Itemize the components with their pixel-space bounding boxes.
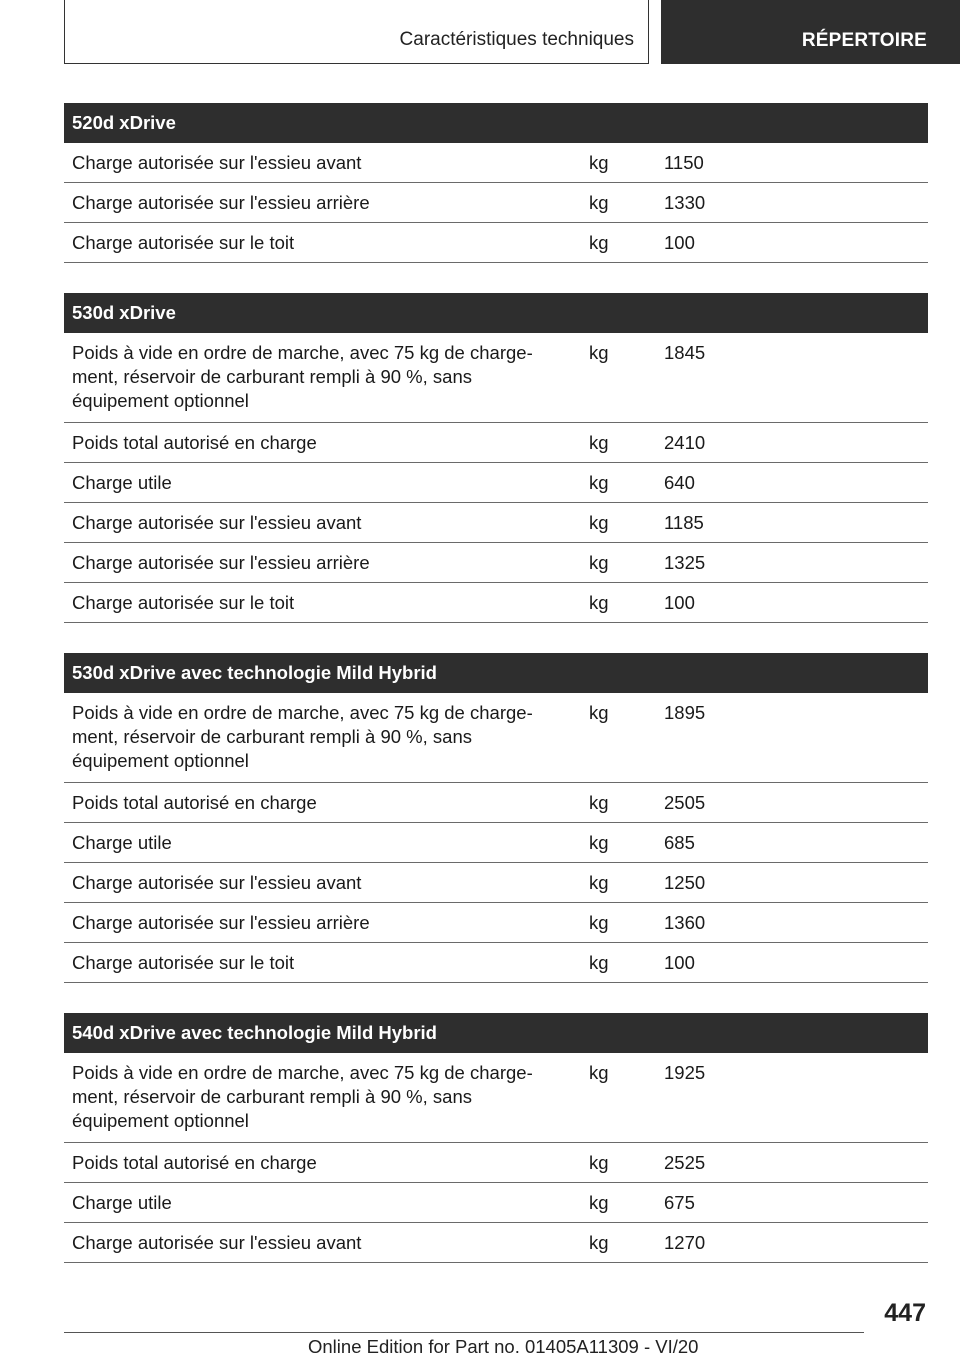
table-row xyxy=(64,693,928,783)
row-value: 1150 xyxy=(664,152,704,173)
header-section-title: Caractéristiques techniques xyxy=(399,29,634,50)
row-label: Poids à vide en ordre de marche, avec 75 kg de chargement, réservoir de carburant rempli à 90 %, sans équipement optionnel xyxy=(72,342,533,411)
row-unit: kg xyxy=(589,472,609,493)
row-unit: kg xyxy=(589,152,609,173)
row-label: Charge autorisée sur le toit xyxy=(72,952,295,973)
row-label: Charge autorisée sur l'essieu arrière xyxy=(72,192,370,213)
spec-section xyxy=(64,293,928,623)
row-unit: kg xyxy=(589,232,609,253)
row-value: 640 xyxy=(664,472,695,493)
row-unit: kg xyxy=(589,1152,609,1173)
row-label: Charge utile xyxy=(72,832,172,853)
row-value: 2410 xyxy=(664,432,706,453)
spec-section xyxy=(64,1013,928,1263)
table-row xyxy=(64,783,928,823)
row-label: Charge autorisée sur l'essieu avant xyxy=(72,1232,362,1253)
row-unit: kg xyxy=(589,952,609,973)
row-unit: kg xyxy=(589,832,609,853)
row-label: Poids à vide en ordre de marche, avec 75 kg de chargement, réservoir de carburant rempli à 90 %, sans équipement optionnel xyxy=(72,702,533,771)
row-label: Charge autorisée sur le toit xyxy=(72,232,295,253)
row-label: Charge autorisée sur l'essieu avant xyxy=(72,152,362,173)
section-heading: 520d xDrive xyxy=(64,103,928,143)
section-heading: 540d xDrive avec technologie Mild Hybrid xyxy=(64,1013,928,1053)
table-row xyxy=(64,143,928,183)
table-row xyxy=(64,333,928,423)
row-unit: kg xyxy=(589,872,609,893)
row-unit: kg xyxy=(589,192,609,213)
table-row xyxy=(64,423,928,463)
row-value: 1925 xyxy=(664,1062,706,1083)
row-label: Poids à vide en ordre de marche, avec 75 kg de chargement, réservoir de carburant rempli à 90 %, sans équipement optionnel xyxy=(72,1062,533,1131)
table-row xyxy=(64,863,928,903)
table-row xyxy=(64,583,928,623)
table-row xyxy=(64,1223,928,1263)
row-label: Charge autorisée sur l'essieu avant xyxy=(72,512,362,533)
table-row xyxy=(64,823,928,863)
row-unit: kg xyxy=(589,432,609,453)
table-row xyxy=(64,463,928,503)
row-label: Poids total autorisé en charge xyxy=(72,432,317,453)
row-value: 1270 xyxy=(664,1232,706,1253)
section-heading: 530d xDrive avec technologie Mild Hybrid xyxy=(64,653,928,693)
row-value: 1845 xyxy=(664,342,706,363)
table-row xyxy=(64,543,928,583)
row-value: 1250 xyxy=(664,872,706,893)
row-unit: kg xyxy=(589,702,609,723)
row-value: 2525 xyxy=(664,1152,706,1173)
row-label: Charge utile xyxy=(72,472,172,493)
header-section-title-box xyxy=(64,0,649,64)
table-row xyxy=(64,1143,928,1183)
table-row xyxy=(64,183,928,223)
row-value: 685 xyxy=(664,832,695,853)
row-unit: kg xyxy=(589,552,609,573)
row-value: 1895 xyxy=(664,702,706,723)
row-value: 100 xyxy=(664,592,695,613)
row-value: 2505 xyxy=(664,792,706,813)
row-label: Charge autorisée sur l'essieu arrière xyxy=(72,552,370,573)
spec-tables xyxy=(64,103,928,1293)
row-value: 1360 xyxy=(664,912,706,933)
row-unit: kg xyxy=(589,1232,609,1253)
row-label: Charge autorisée sur l'essieu avant xyxy=(72,872,362,893)
table-row xyxy=(64,503,928,543)
row-value: 1330 xyxy=(664,192,706,213)
row-unit: kg xyxy=(589,1062,609,1083)
row-label: Charge autorisée sur le toit xyxy=(72,592,295,613)
row-unit: kg xyxy=(589,1192,609,1213)
row-value: 1325 xyxy=(664,552,706,573)
row-label: Poids total autorisé en charge xyxy=(72,792,317,813)
spec-section xyxy=(64,103,928,263)
row-label: Charge utile xyxy=(72,1192,172,1213)
header-tab-repertoire[interactable] xyxy=(661,0,960,64)
row-unit: kg xyxy=(589,792,609,813)
table-row xyxy=(64,943,928,983)
row-label: Charge autorisée sur l'essieu arrière xyxy=(72,912,370,933)
row-unit: kg xyxy=(589,512,609,533)
table-row xyxy=(64,1183,928,1223)
table-row xyxy=(64,903,928,943)
row-unit: kg xyxy=(589,342,609,363)
row-value: 100 xyxy=(664,232,695,253)
row-value: 100 xyxy=(664,952,695,973)
footer-edition-text: Online Edition for Part no. 01405A11309 - VI/20 xyxy=(308,1336,699,1357)
row-label: Poids total autorisé en charge xyxy=(72,1152,317,1173)
table-row xyxy=(64,223,928,263)
row-value: 1185 xyxy=(664,512,704,533)
table-row xyxy=(64,1053,928,1143)
page-number: 447 xyxy=(884,1299,926,1327)
footer-divider xyxy=(64,1332,864,1333)
row-unit: kg xyxy=(589,592,609,613)
row-unit: kg xyxy=(589,912,609,933)
section-heading: 530d xDrive xyxy=(64,293,928,333)
spec-section xyxy=(64,653,928,983)
header-tab-label: RÉPERTOIRE xyxy=(801,30,927,51)
row-value: 675 xyxy=(664,1192,695,1213)
